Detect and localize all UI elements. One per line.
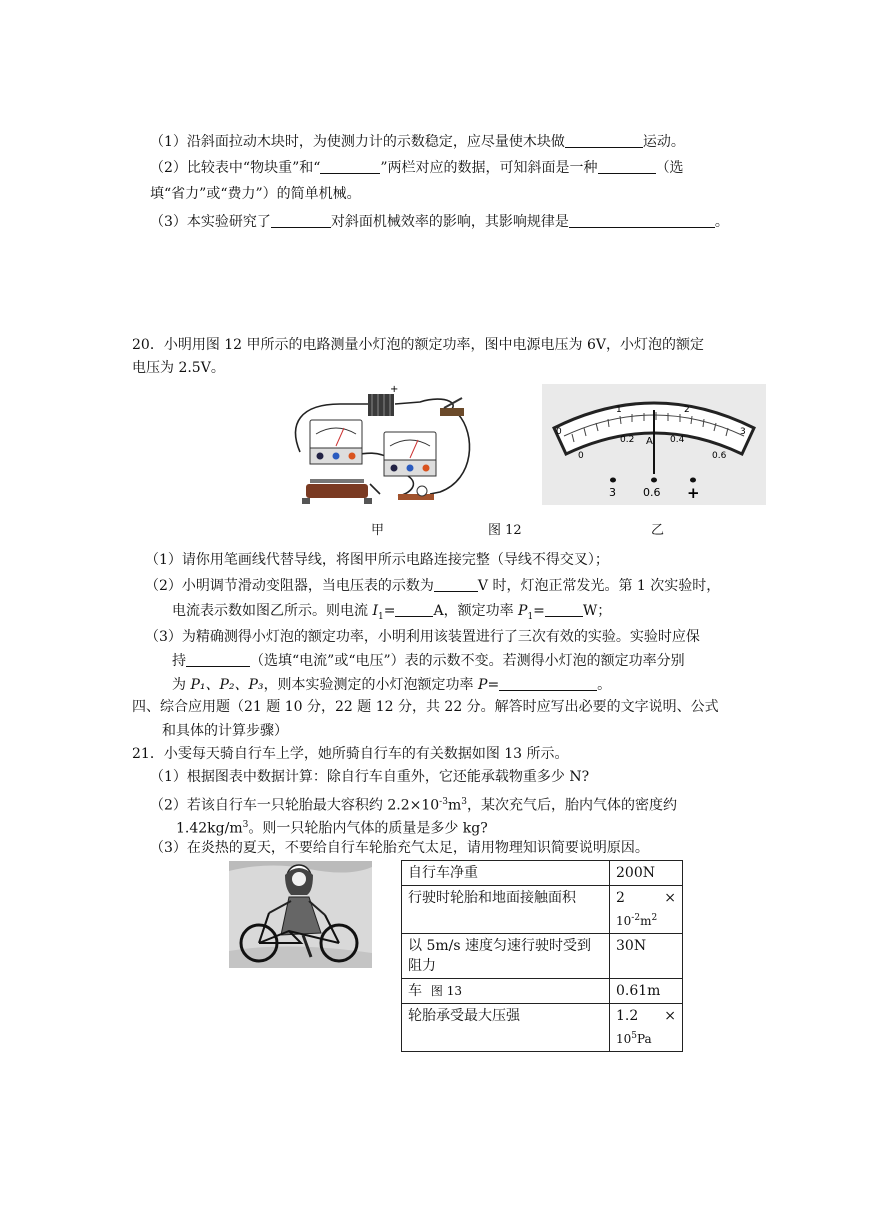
table-cell-value bbox=[610, 1004, 683, 1052]
table-row bbox=[402, 1004, 683, 1052]
q21-intro: 21．小雯每天骑自行车上学，她所骑自行车的有关数据如图 13 所示。 bbox=[132, 746, 569, 762]
answer-blank[interactable] bbox=[320, 159, 380, 174]
table-cell-value bbox=[610, 886, 683, 934]
q21-part2-cont bbox=[176, 815, 488, 839]
value-part: 车 bbox=[408, 983, 422, 999]
table-row bbox=[402, 861, 683, 886]
var-P: P bbox=[478, 677, 488, 693]
scale-bottom-1: 0.2 bbox=[620, 435, 635, 445]
var-sub: 1 bbox=[377, 611, 384, 622]
answer-blank[interactable] bbox=[569, 213, 715, 228]
q20-2-text: （2）小明调节滑动变阻器，当电压表的示数为 bbox=[145, 578, 434, 594]
var-P: P bbox=[518, 603, 528, 619]
section4-title-cont: 和具体的计算步骤） bbox=[162, 723, 288, 739]
q19-2-text2: ”两栏对应的数据，可知斜面是一种 bbox=[380, 160, 598, 176]
girl-on-bicycle-image bbox=[229, 861, 372, 968]
scale-top-1: 1 bbox=[616, 405, 622, 415]
exponent: 5 bbox=[631, 1031, 638, 1041]
scale-bottom-0: 0 bbox=[578, 451, 584, 461]
q20-2-text2: V 时，灯泡正常发光。第 1 次实验时， bbox=[477, 578, 721, 594]
fig-label-yi: 乙 bbox=[651, 523, 665, 538]
answer-blank[interactable] bbox=[598, 159, 656, 174]
q20-part1: （1）请你用笔画线代替导线，将图甲所示电路连接完整（导线不得交叉）； bbox=[145, 552, 609, 568]
table-cell-key: 自行车净重 bbox=[402, 861, 610, 886]
q20-3-tail: 。 bbox=[597, 677, 612, 693]
unit: m bbox=[447, 797, 462, 814]
density-value: 1.42kg/m bbox=[176, 820, 243, 837]
times-sign: × bbox=[664, 890, 676, 906]
scale-top-0: 0 bbox=[556, 427, 562, 437]
bicycle-data-table bbox=[401, 860, 683, 1052]
times-sign: × bbox=[664, 1008, 676, 1024]
table-cell-key: 轮胎承受最大压强 bbox=[402, 1004, 610, 1052]
table-cell-value: 30N bbox=[610, 934, 683, 979]
q21-part1: （1）根据图表中数据计算：除自行车自重外，它还能承载物重多少 N? bbox=[150, 769, 590, 785]
scale-bottom-3: 0.6 bbox=[712, 451, 727, 461]
var-sub: 1 bbox=[527, 611, 534, 622]
exponent: 3 bbox=[461, 797, 467, 807]
value-part: 2 bbox=[616, 890, 625, 906]
q20-intro: 20．小明用图 12 甲所示的电路测量小灯泡的额定功率，图中电源电压为 6V，小灯泡的额定 bbox=[132, 337, 704, 353]
table-cell-key: 行驶时轮胎和地面接触面积 bbox=[402, 886, 610, 934]
table-row bbox=[402, 886, 683, 934]
q20-part2-cont bbox=[172, 601, 611, 627]
answer-blank[interactable] bbox=[565, 133, 643, 148]
value-part: 1.2 bbox=[616, 1008, 639, 1024]
table-cell-key bbox=[402, 979, 610, 1004]
exponent: -2 bbox=[631, 913, 641, 923]
q19-3-text2: 对斜面机械效率的影响，其影响规律是 bbox=[330, 214, 569, 230]
q19-1-text: （1）沿斜面拉动木块时，为使测力计的示数稳定，应尽量使木块做 bbox=[150, 134, 565, 150]
q20-3-text2: （选填“电流”或“电压”）表的示数不变。若测得小灯泡的额定功率分别 bbox=[250, 653, 685, 669]
meter-unit: A bbox=[646, 436, 653, 447]
q19-part3 bbox=[150, 212, 729, 232]
answer-blank[interactable] bbox=[186, 652, 250, 667]
value-part: 10 bbox=[616, 914, 632, 928]
q19-3-text: （3）本实验研究了 bbox=[150, 214, 271, 230]
equals: = bbox=[383, 603, 396, 619]
q20-2-text3: 电流表示数如图乙所示。则电流 bbox=[172, 603, 373, 619]
var-I: I bbox=[372, 603, 378, 619]
answer-blank[interactable] bbox=[271, 213, 331, 228]
answer-blank[interactable] bbox=[395, 602, 433, 617]
var-P123: P₁、P₂、P₃ bbox=[190, 677, 264, 693]
q20-2-tail: W； bbox=[582, 603, 612, 619]
q20-intro-cont: 电压为 2.5V。 bbox=[132, 360, 225, 376]
table-row bbox=[402, 934, 683, 979]
q19-part1 bbox=[150, 132, 685, 152]
circuit-diagram bbox=[280, 384, 478, 516]
q21-2-text: （2）若该自行车一只轮胎最大容积约 2.2×10 bbox=[150, 797, 440, 814]
ammeter-dial bbox=[542, 384, 766, 505]
table-cell-value: 0.61m bbox=[610, 979, 683, 1004]
fig-caption-13: 图 13 bbox=[430, 984, 462, 998]
fig-label-jia: 甲 bbox=[371, 523, 385, 538]
q19-part2 bbox=[150, 158, 684, 178]
q20-part3-cont bbox=[172, 651, 685, 671]
answer-blank[interactable] bbox=[499, 676, 597, 691]
q20-3-text4: ，则本实验测定的小灯泡额定功率 bbox=[263, 677, 479, 693]
svg-text:+: + bbox=[390, 384, 399, 395]
q19-2-text: （2）比较表中“物块重”和“ bbox=[150, 160, 321, 176]
unit: Pa bbox=[637, 1032, 652, 1046]
q20-part2 bbox=[145, 576, 720, 596]
q20-part3-cont2 bbox=[172, 675, 611, 695]
q20-2-text4: A，额定功率 bbox=[433, 603, 519, 619]
q19-part2-cont: 填“省力”或“费力”）的简单机械。 bbox=[150, 186, 361, 202]
table-cell-value: 200N bbox=[610, 861, 683, 886]
answer-blank[interactable] bbox=[434, 577, 478, 592]
exponent: 3 bbox=[242, 820, 249, 830]
q21-part3: （3）在炎热的夏天，不要给自行车轮胎充气太足，请用物理知识简要说明原因。 bbox=[150, 840, 649, 856]
q19-1-tail: 运动。 bbox=[642, 134, 685, 150]
exponent: -3 bbox=[439, 797, 448, 807]
terminal-plus: + bbox=[687, 484, 700, 502]
q20-3-text3: 为 bbox=[172, 677, 191, 693]
equals: = bbox=[487, 677, 500, 693]
unit: m bbox=[640, 914, 652, 928]
q21-2-text2: ，某次充气后，胎内气体的密度约 bbox=[466, 797, 677, 814]
terminal-06: 0.6 bbox=[643, 486, 661, 499]
answer-blank[interactable] bbox=[545, 602, 583, 617]
q21-part2 bbox=[150, 792, 677, 816]
scale-top-3: 3 bbox=[740, 427, 746, 437]
value-part: 10 bbox=[616, 1032, 632, 1046]
q20-part3: （3）为精确测得小灯泡的额定功率，小明利用该装置进行了三次有效的实验。实验时应保 bbox=[145, 629, 700, 645]
scale-bottom-2: 0.4 bbox=[670, 435, 685, 445]
terminal-3: 3 bbox=[609, 486, 616, 499]
q19-2-text3: （选 bbox=[655, 160, 684, 176]
q21-2-text3: 。则一只轮胎内气体的质量是多少 kg? bbox=[248, 820, 488, 837]
table-row bbox=[402, 979, 683, 1004]
equals: = bbox=[533, 603, 545, 619]
section4-title: 四、综合应用题（21 题 10 分，22 题 12 分，共 22 分。解答时应写出必要的文字说明、公式 bbox=[132, 699, 719, 715]
q20-3-text: 持 bbox=[172, 653, 186, 669]
exponent: 2 bbox=[651, 913, 658, 923]
fig-caption-12: 图 12 bbox=[488, 523, 522, 538]
q19-3-tail: 。 bbox=[714, 214, 729, 230]
table-cell-key: 以 5m/s 速度匀速行驶时受到阻力 bbox=[402, 934, 610, 979]
scale-top-2: 2 bbox=[684, 405, 690, 415]
